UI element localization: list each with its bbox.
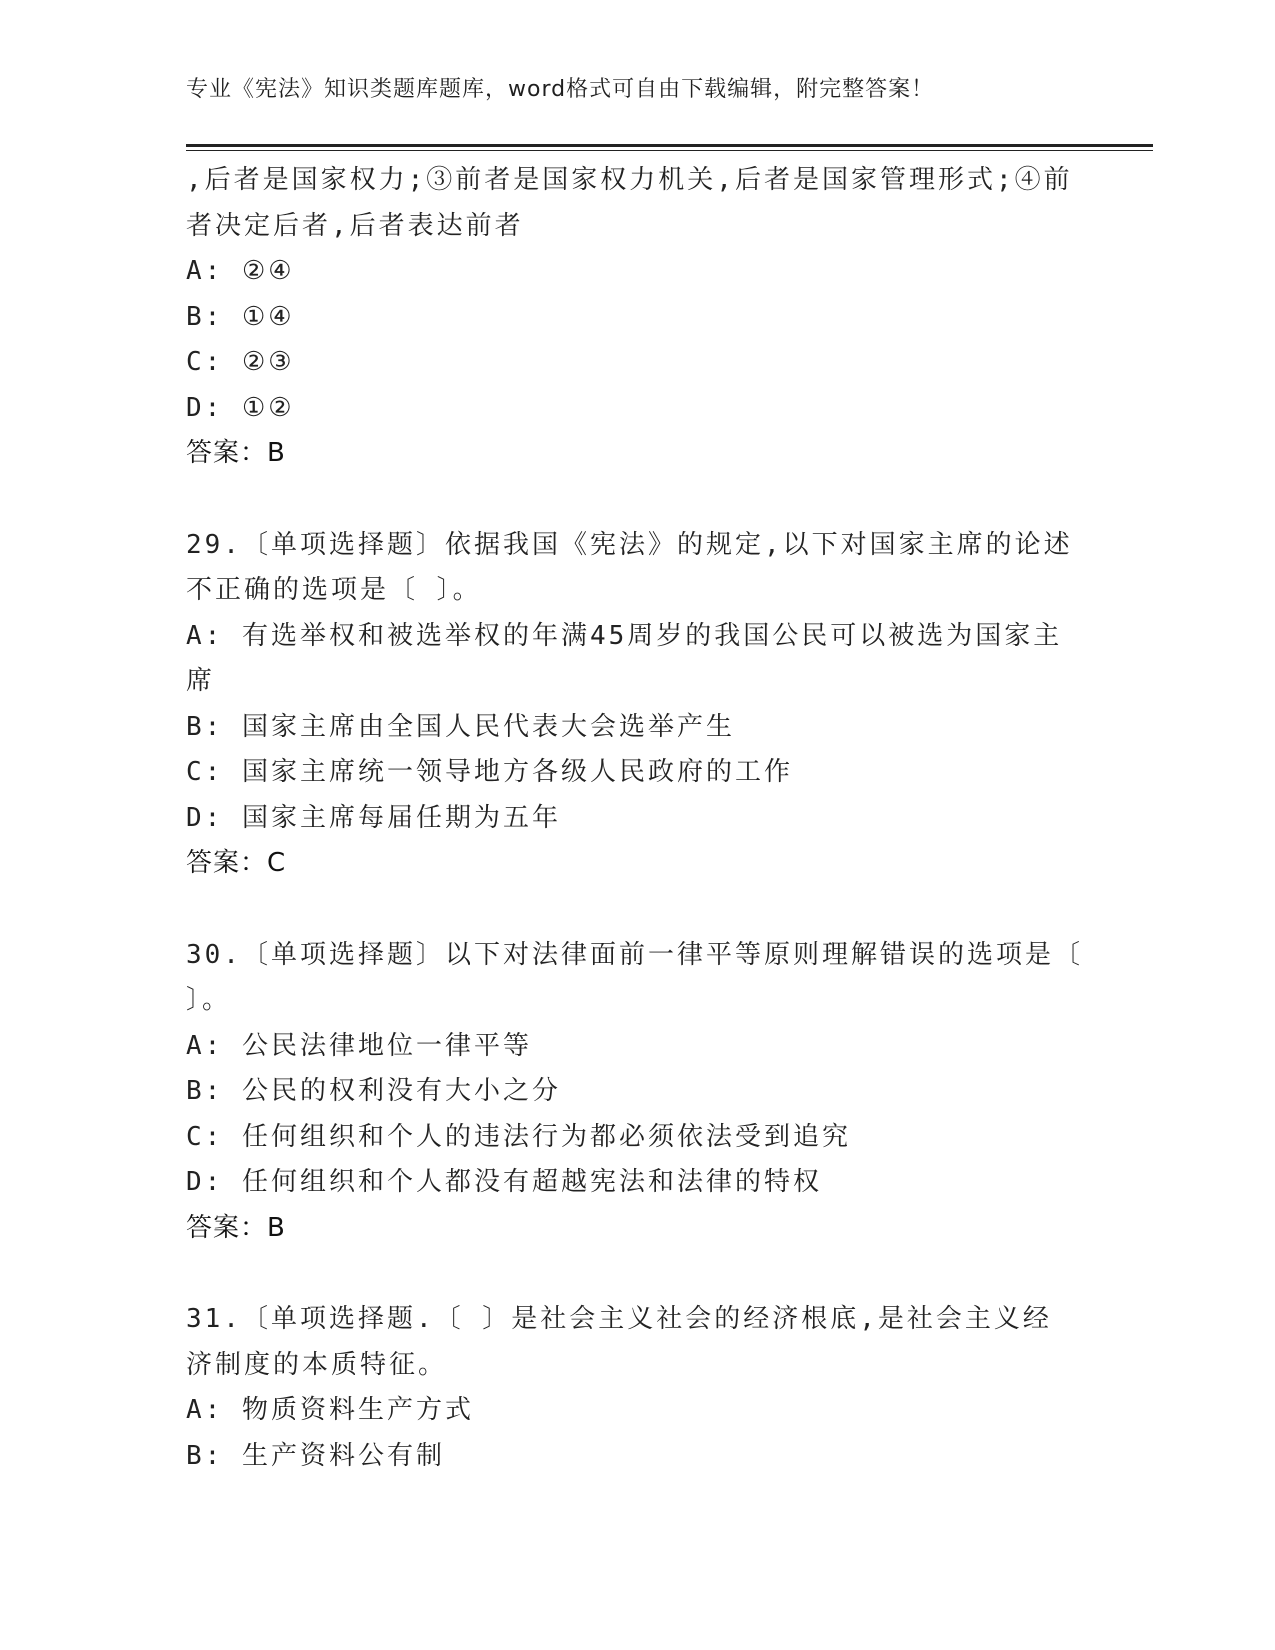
option-d: D: 任何组织和个人都没有超越宪法和法律的特权	[186, 1167, 822, 1197]
question-31	[186, 1297, 1086, 1479]
answer-line: 答案：B	[186, 438, 286, 468]
document-body	[186, 158, 1086, 1479]
option-b: B: 生产资料公有制	[186, 1440, 445, 1471]
question-stem-line: 29.〔单项选择题〕依据我国《宪法》的规定,以下对国家主席的论述	[186, 529, 1073, 560]
question-stem-line: 30.〔单项选择题〕以下对法律面前一律平等原则理解错误的选项是〔	[186, 939, 1083, 970]
spacer	[186, 1251, 1086, 1297]
option-d: D: ①②	[186, 392, 295, 423]
option-b: B: 国家主席由全国人民代表大会选举产生	[186, 711, 735, 742]
option-b: B: 公民的权利没有大小之分	[186, 1076, 561, 1106]
option-d: D: 国家主席每届任期为五年	[186, 802, 561, 833]
option-a: A: 有选举权和被选举权的年满45周岁的我国公民可以被选为国家主	[186, 620, 1063, 651]
question-30	[186, 933, 1086, 1252]
answer-line: 答案：C	[186, 848, 287, 878]
answer-line: 答案：B	[186, 1212, 286, 1243]
option-a: A: 物质资料生产方式	[186, 1395, 474, 1425]
option-a: A: ②④	[186, 256, 295, 286]
spacer	[186, 887, 1086, 933]
question-stem-line: 者决定后者,后者表达前者	[186, 210, 524, 241]
spacer	[186, 477, 1086, 523]
question-29	[186, 523, 1086, 887]
header-divider-thick	[186, 144, 1153, 147]
option-b: B: ①④	[186, 301, 295, 332]
question-stem-line: 〕。	[186, 985, 232, 1015]
option-c: C: ②③	[186, 347, 295, 377]
header-divider-thin	[186, 150, 1153, 151]
document-header: 专业《宪法》知识类题库题库，word格式可自由下载编辑，附完整答案！	[186, 77, 935, 102]
option-a-continued: 席	[186, 666, 216, 696]
option-a: A: 公民法律地位一律平等	[186, 1030, 532, 1061]
question-stem-line: 济制度的本质特征。	[186, 1349, 448, 1380]
option-c: C: 任何组织和个人的违法行为都必须依法受到追究	[186, 1121, 851, 1152]
question-stem-line: 不正确的选项是〔 〕。	[186, 575, 482, 605]
option-c: C: 国家主席统一领导地方各级人民政府的工作	[186, 757, 793, 787]
question-stem-line: 31.〔单项选择题.〔 〕是社会主义社会的经济根底,是社会主义经	[186, 1304, 1052, 1334]
question-stem-line: ,后者是国家权力;③前者是国家权力机关,后者是国家管理形式;④前	[186, 165, 1073, 195]
question-28-continued	[186, 158, 1086, 477]
